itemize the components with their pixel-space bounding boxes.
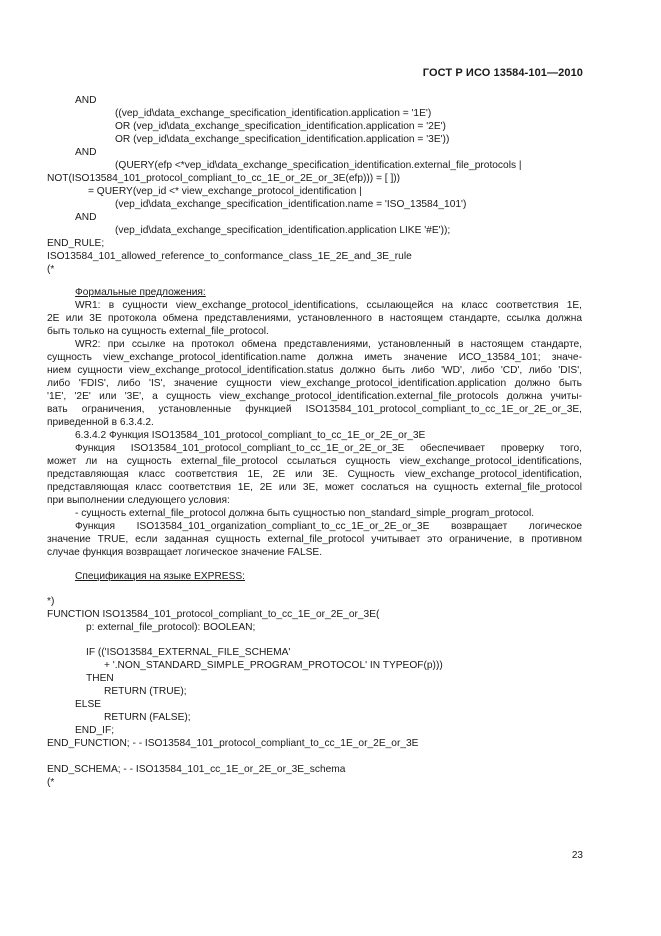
code-line: ((vep_id\data_exchange_specification_identification.application = '1E')	[115, 108, 432, 119]
code-line: NOT(ISO13584_101_protocol_compliant_to_cc_1E_or_2E_or_3E(efp))) = [ ]))	[47, 173, 401, 184]
code-line: THEN	[86, 673, 114, 684]
code-line: = QUERY(vep_id <* view_exchange_protocol_identification |	[88, 186, 362, 197]
paragraph-line: '1E', '2E' или '3E', а сущность view_exchange_protocol_identification.external_file_protocols должна учиты-	[47, 391, 582, 402]
list-item: - сущность external_file_protocol должна быть сущностью non_standard_simple_program_protocol.	[75, 508, 535, 519]
code-line: *)	[47, 596, 55, 607]
paragraph-line: 2E или 3E протокола обмена представлениями, установленного в настоящем стандарте, ссылка должна	[47, 313, 582, 324]
code-line: AND	[75, 95, 97, 106]
code-line: ELSE	[75, 699, 102, 710]
paragraph-line: Функция ISO13584_101_protocol_compliant_to_cc_1E_or_2E_or_3E обеспечивает проверку того,	[75, 443, 582, 454]
paragraph-line: быть только на сущность external_file_protocol.	[47, 326, 269, 337]
code-line: AND	[75, 147, 97, 158]
code-line: + '.NON_STANDARD_SIMPLE_PROGRAM_PROTOCOL' IN TYPEOF(p)))	[104, 660, 443, 671]
paragraph-line: при выполнении следующего условия:	[47, 495, 230, 506]
code-line: (*	[47, 264, 55, 275]
code-line: RETURN (FALSE);	[104, 712, 191, 723]
paragraph-line: вать ограничения, установленные функцией ISO13584_101_protocol_compliant_to_cc_1E_or_2E_or_3E,	[47, 404, 582, 415]
code-line: END_IF;	[75, 725, 115, 736]
page-number: 23	[571, 850, 583, 861]
code-line: p: external_file_protocol): BOOLEAN;	[86, 622, 256, 633]
paragraph-line: приведенной в 6.3.4.2.	[47, 417, 154, 428]
code-line: (vep_id\data_exchange_specification_identification.name = 'ISO_13584_101')	[115, 199, 467, 210]
document-header: ГОСТ Р ИСО 13584-101—2010	[422, 67, 583, 79]
paragraph-line: WR2: при ссылке на протокол обмена представлениями, установленный в настоящем стандарте,	[75, 339, 582, 350]
paragraph-line: Функция ISO13584_101_organization_compliant_to_cc_1E_or_2E_or_3E возвращает логическое	[75, 521, 582, 532]
section-heading: Спецификация на языке EXPRESS:	[75, 571, 246, 582]
code-line: ISO13584_101_allowed_reference_to_conformance_class_1E_2E_and_3E_rule	[47, 251, 412, 262]
code-line: END_SCHEMA; - - ISO13584_101_cc_1E_or_2E_or_3E_schema	[47, 764, 346, 775]
paragraph-line: значение TRUE, если заданная сущность external_file_protocol учитывает это ограничение, в противном	[47, 534, 582, 545]
paragraph-line: сущность view_exchange_protocol_identification.name должна иметь значение ИСО_13584_101; значе-	[47, 352, 582, 363]
paragraph-line: представляющая класс соответствия 1E, 2E или 3E. Сущность view_exchange_protocol_identification,	[47, 469, 582, 480]
subsection-heading: 6.3.4.2 Функция ISO13584_101_protocol_compliant_to_cc_1E_or_2E_or_3E	[75, 430, 426, 441]
code-line: (QUERY(efp <*vep_id\data_exchange_specification_identification.external_file_protocols |	[115, 160, 522, 171]
code-line: (vep_id\data_exchange_specification_identification.application LIKE '#E'));	[115, 225, 451, 236]
paragraph-line: нием сущности view_exchange_protocol_identification.status должно быть либо 'WD', либо 'CD', либо 'DIS',	[47, 365, 582, 376]
code-line: (*	[47, 777, 55, 788]
code-line: END_RULE;	[47, 238, 105, 249]
code-line: END_FUNCTION; - - ISO13584_101_protocol_compliant_to_cc_1E_or_2E_or_3E	[47, 738, 419, 749]
paragraph-line: WR1: в сущности view_exchange_protocol_identifications, ссылающейся на класс соответствия 1E,	[75, 300, 582, 311]
code-line: OR (vep_id\data_exchange_specification_identification.application = '2E')	[115, 121, 446, 132]
paragraph-line: случае функция возвращает логическое значение FALSE.	[47, 547, 323, 558]
code-line: AND	[75, 212, 97, 223]
paragraph-line: либо 'FDIS', либо 'IS', значение сущности view_exchange_protocol_identification.application должно быть	[47, 378, 582, 389]
section-heading: Формальные предложения:	[75, 287, 206, 298]
paragraph-line: может ли на сущность external_file_protocol ссылаться сущность view_exchange_protocol_identifications,	[47, 456, 582, 467]
paragraph-line: представляющая класс соответствия 1E, 2E или 3E, может сослаться на сущность external_file_protocol	[47, 482, 582, 493]
code-line: IF (('ISO13584_EXTERNAL_FILE_SCHEMA'	[86, 647, 291, 658]
code-line: OR (vep_id\data_exchange_specification_identification.application = '3E'))	[115, 134, 450, 145]
code-line: FUNCTION ISO13584_101_protocol_compliant_to_cc_1E_or_2E_or_3E(	[47, 609, 380, 620]
code-line: RETURN (TRUE);	[104, 686, 187, 697]
